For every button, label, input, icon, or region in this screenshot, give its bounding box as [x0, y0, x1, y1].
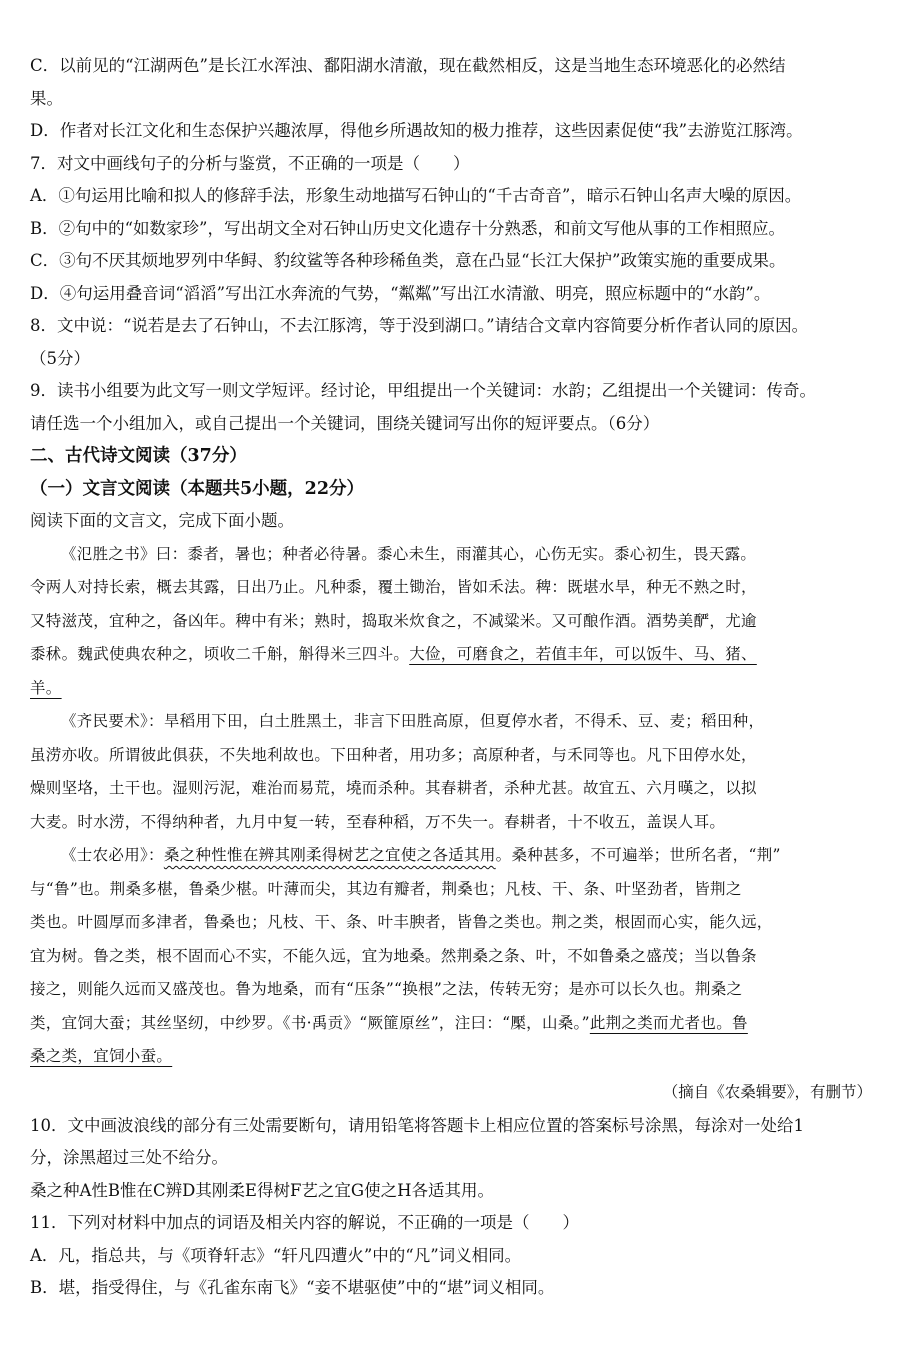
passage-line: 《氾胜之书》曰：黍者，暑也；种者必待暑。黍心未生，雨灌其心，心伤无实。黍心初生，畏天露。 — [61, 544, 757, 563]
passage-text: 类，宜饲大蚕；其丝坚纫，中纱罗。《书·禹贡》“厥篚原丝”，注曰：“檿，山桑。” — [30, 1013, 590, 1032]
q11-option-a: A．凡，指总共，与《项脊轩志》“轩凡四遭火”中的“凡”词义相同。 — [30, 1245, 522, 1265]
exam-page — [30, 50, 872, 1305]
q9-line1: 9．读书小组要为此文写一则文学短评。经讨论，甲组提出一个关键词：水韵；乙组提出一个关键词：传奇。 — [30, 381, 816, 400]
q11-stem: 11．下列对材料中加点的词语及相关内容的解说，不正确的一项是（ ） — [30, 1213, 579, 1232]
passage-para-1 — [30, 538, 872, 706]
q6-option-c-line1: C．以前见的“江湖两色”是长江水浑浊、鄱阳湖水清澈，现在截然相反，这是当地生态环境恶化的必然结 — [30, 56, 786, 75]
passage-line — [30, 1040, 872, 1074]
q6-option-d: D．作者对长江文化和生态保护兴趣浓厚，得他乡所遇故知的极力推荐，这些因素促使“我”去游览江豚湾。 — [30, 121, 803, 140]
passage-para-2 — [30, 705, 872, 839]
passage-line — [30, 1007, 872, 1041]
underlined-sentence: 桑之类，宜饲小蚕。 — [30, 1047, 173, 1065]
underlined-sentence: 大俭，可磨食之，若值丰年，可以饭牛、马、猪、 — [409, 645, 757, 663]
q7-stem: 7．对文中画线句子的分析与鉴赏，不正确的一项是（ ） — [30, 153, 470, 173]
passage-line: 令两人对持长索，概去其露，日出乃止。凡种黍，覆土锄治，皆如禾法。稗：既堪水旱，种无不熟之时， — [30, 578, 757, 596]
q8-line1: 8．文中说：“说若是去了石钟山，不去江豚湾，等于没到湖口。”请结合文章内容简要分析作者认同的原因。 — [30, 316, 809, 335]
q7-option-a: A．①句运用比喻和拟人的修辞手法，形象生动地描写石钟山的“千古奇音”，暗示石钟山名声大噪的原因。 — [30, 186, 802, 205]
underlined-sentence: 此荆之类而尤者也。鲁 — [589, 1013, 748, 1032]
passage-line: 又特滋茂，宜种之，备凶年。稗中有米；熟时，捣取米炊食之，不减粱米。又可酿作酒。酒势美酽，尤逾 — [30, 611, 757, 630]
subsection-heading-classical: （一）文言文阅读（本题共5小题，22分） — [30, 478, 365, 499]
passage-line: 接之，则能久远而又盛茂也。鲁为地桑，而有“压条”“换根”之法，传转无穷；是亦可以长久也。荆桑之 — [30, 980, 743, 998]
q10-line2: 分，涂黑超过三处不给分。 — [30, 1148, 228, 1167]
q6-option-c-line2: 果。 — [30, 88, 63, 108]
wavy-underlined-sentence: 桑之种性惟在辨其刚柔得树艺之宜使之各适其用 — [163, 846, 496, 864]
passage-line: 宜为树。鲁之类，根不固而心不实，不能久远，宜为地桑。然荆桑之条、叶，不如鲁桑之盛茂；当以鲁条 — [30, 946, 757, 965]
q11-option-b: B．堪，指受得住，与《孔雀东南飞》“妾不堪驱使”中的“堪”词义相同。 — [30, 1278, 555, 1297]
passage-line: 《齐民要术》：旱稻用下田，白土胜黑土，非言下田胜高原，但夏停水者，不得禾、豆、麦；稻田种， — [61, 712, 765, 730]
passage-text: 。桑种甚多，不可遍举；世所名者，“荆” — [495, 846, 781, 864]
passage-line: 与“鲁”也。荆桑多椹，鲁桑少椹。叶薄而尖，其边有瓣者，荆桑也；凡枝、干、条、叶坚劲者，皆荆之 — [30, 879, 742, 898]
q9-line2: 请任选一个小组加入，或自己提出一个关键词，围绕关键词写出你的短评要点。（6分） — [30, 413, 660, 433]
passage-line: 大麦。时水涝，不得纳种者，九月中复一转，至春种稻，万不失一。春耕者，十不收五，盖误人耳。 — [30, 812, 726, 831]
passage-line: 类也。叶圆厚而多津者，鲁桑也；凡枝、干、条、叶丰腴者，皆鲁之类也。荆之类，根固而心实，能久远， — [30, 913, 773, 931]
q10-line1: 10．文中画波浪线的部分有三处需要断句，请用铅笔将答题卡上相应位置的答案标号涂黑，每涂对一处给1 — [30, 1115, 804, 1135]
passage-source: （摘自《农桑辑要》，有删节） — [662, 1082, 872, 1101]
q10-sentence: 桑之种A性B惟在C辨D其刚柔E得树F艺之宜G使之H各适其用。 — [30, 1180, 494, 1200]
passage-line — [30, 638, 872, 672]
q7-option-d: D．④句运用叠音词“滔滔”写出江水奔流的气势，“粼粼”写出江水清澈、明亮，照应标题中的“水韵”。 — [30, 283, 771, 303]
q8-line2: （5分） — [30, 348, 90, 368]
passage-line: 虽涝亦收。所谓彼此俱获，不失地利故也。下田种者，用功多；高原种者，与禾同等也。凡下田停水处， — [30, 745, 757, 764]
reading-instruction: 阅读下面的文言文，完成下面小题。 — [30, 511, 294, 530]
passage-text: 《士农必用》： — [61, 846, 164, 864]
passage-line — [30, 672, 872, 706]
q7-option-b: B．②句中的“如数家珍”，写出胡文全对石钟山历史文化遗存十分熟悉，和前文写他从事的工作相照应。 — [30, 218, 785, 238]
passage-line: 燥则坚垎，土干也。湿则污泥，难治而易荒，墝而杀种。其春耕者，杀种尤甚。故宜五、六月暵之，以拟 — [30, 779, 757, 797]
underlined-sentence: 羊。 — [30, 678, 62, 697]
passage-para-3 — [30, 839, 872, 1074]
passage-text: 黍秫。魏武使典农种之，顷收二千斛，斛得米三四斗。 — [30, 645, 410, 663]
section-heading-ancient: 二、古代诗文阅读（37分） — [30, 446, 247, 466]
passage-line — [30, 839, 872, 873]
q7-option-c: C．③句不厌其烦地罗列中华鲟、豹纹鲨等各种珍稀鱼类，意在凸显“长江大保护”政策实施的重要成果。 — [30, 251, 786, 270]
